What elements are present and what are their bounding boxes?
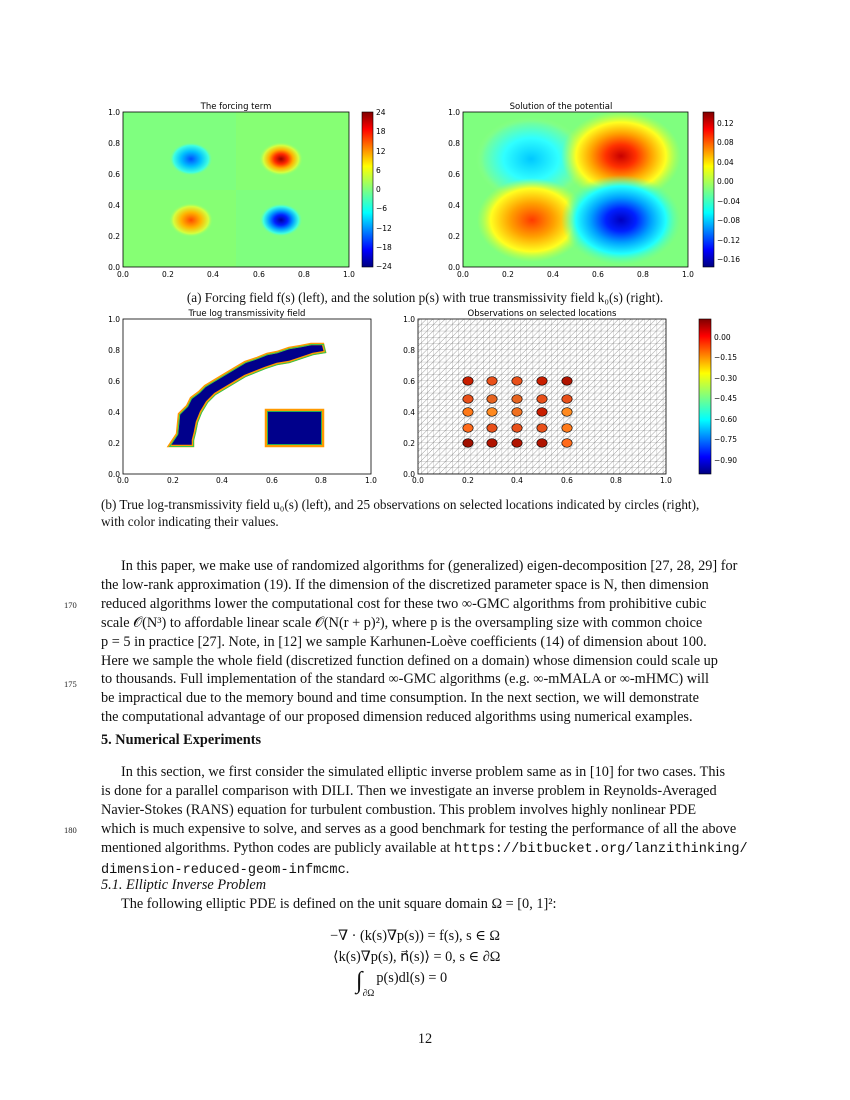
svg-text:0.2: 0.2 <box>108 232 120 241</box>
svg-text:0.4: 0.4 <box>108 201 120 210</box>
svg-text:−0.08: −0.08 <box>717 216 740 225</box>
svg-text:0.0: 0.0 <box>412 476 424 485</box>
figure-b-caption <box>101 496 761 530</box>
svg-text:0.6: 0.6 <box>253 270 265 279</box>
observation-circle <box>537 408 547 417</box>
text-line: In this paper, we make use of randomized algorithms for (generalized) eigen-decomposition [27, 28, 29] for <box>121 558 738 574</box>
figure-a-left-plot <box>95 98 430 283</box>
svg-text:0.8: 0.8 <box>448 139 460 148</box>
equation-boundary: ⟨k(s)∇p(s), n⃗(s)⟩ = 0, s ∈ ∂Ω <box>333 949 501 965</box>
svg-text:0.8: 0.8 <box>637 270 649 279</box>
plot-title: Solution of the potential <box>509 102 613 112</box>
svg-text:1.0: 1.0 <box>108 108 120 117</box>
observation-circle <box>512 408 522 417</box>
svg-text:−0.15: −0.15 <box>714 353 737 362</box>
integral-body: p(s)dl(s) = 0 <box>376 970 448 986</box>
svg-text:0.4: 0.4 <box>448 201 460 210</box>
svg-text:0.0: 0.0 <box>108 263 120 272</box>
equation-pde: −∇ · (k(s)∇p(s)) = f(s), s ∈ Ω <box>330 928 501 944</box>
observation-circle <box>562 395 572 404</box>
colorbar-ticks <box>714 333 737 465</box>
figure-b-left-plot <box>95 306 385 488</box>
svg-text:0.08: 0.08 <box>717 138 734 147</box>
svg-text:1.0: 1.0 <box>365 476 377 485</box>
svg-text:0.2: 0.2 <box>502 270 514 279</box>
equation-integral <box>356 968 447 999</box>
svg-text:0.8: 0.8 <box>108 139 120 148</box>
svg-text:0.2: 0.2 <box>108 439 120 448</box>
x-axis-ticks <box>457 270 694 279</box>
svg-text:0.6: 0.6 <box>108 170 120 179</box>
line-number: 180 <box>64 825 77 835</box>
y-axis-ticks <box>403 315 415 479</box>
svg-text:0.0: 0.0 <box>108 470 120 479</box>
blob-positive <box>169 203 213 237</box>
svg-text:0.6: 0.6 <box>266 476 278 485</box>
line-number: 175 <box>64 679 77 689</box>
observation-circle <box>537 395 547 404</box>
colorbar <box>703 112 714 267</box>
svg-text:0.4: 0.4 <box>207 270 219 279</box>
x-axis-ticks <box>117 270 355 279</box>
svg-text:1.0: 1.0 <box>108 315 120 324</box>
svg-text:0.04: 0.04 <box>717 158 734 167</box>
svg-text:1.0: 1.0 <box>403 315 415 324</box>
svg-text:0.00: 0.00 <box>714 333 731 342</box>
observation-circle <box>562 377 572 386</box>
svg-text:0: 0 <box>376 185 381 194</box>
svg-text:0.2: 0.2 <box>403 439 415 448</box>
text-line: to thousands. Full implementation of the standard ∞-GMC algorithms (e.g. ∞-mMALA or ∞-mHMC) will <box>101 671 709 688</box>
svg-text:0.2: 0.2 <box>162 270 174 279</box>
plot-title: The forcing term <box>200 102 272 112</box>
svg-text:0.0: 0.0 <box>117 476 129 485</box>
svg-text:0.4: 0.4 <box>108 408 120 417</box>
svg-text:1.0: 1.0 <box>682 270 694 279</box>
svg-text:0.8: 0.8 <box>403 346 415 355</box>
figure-b-right-plot <box>390 306 737 488</box>
svg-text:0.6: 0.6 <box>561 476 573 485</box>
y-axis-ticks <box>108 315 120 479</box>
potential-negative <box>561 175 681 265</box>
caption-line: with color indicating their values. <box>101 514 279 529</box>
svg-text:0.0: 0.0 <box>457 270 469 279</box>
observation-circle <box>463 439 473 448</box>
svg-text:0.6: 0.6 <box>108 377 120 386</box>
svg-text:−0.30: −0.30 <box>714 374 737 383</box>
integral-domain: ∂Ω <box>362 989 375 999</box>
svg-text:0.2: 0.2 <box>462 476 474 485</box>
svg-text:0.00: 0.00 <box>717 177 734 186</box>
svg-text:0.0: 0.0 <box>117 270 129 279</box>
svg-text:−0.75: −0.75 <box>714 435 737 444</box>
section-heading: 5. Numerical Experiments <box>101 732 262 748</box>
observation-circle <box>512 395 522 404</box>
svg-text:0.6: 0.6 <box>448 170 460 179</box>
integral-sign: ∫ <box>356 968 363 994</box>
paragraph-numerical-experiments: In this section, we first consider the simulated elliptic inverse problem same as in [10] for two cases. This is done for a parallel comparison with DILI. Then we investigate an inverse problem in Reynolds-Averaged Navier-Stokes (RANS) equation for turbulent combustion. This problem involves highly nonlinear PDE which is much expensive to solve, and serves as a good benchmark for testing the performance of all the above mentioned algorithms. Python codes are publicly available at https://bitbucket.org/lanzithinking/ dimension-reduced-geom-infmcmc. <box>101 763 751 880</box>
svg-text:0.4: 0.4 <box>547 270 559 279</box>
text-line: be impractical due to the memory bound and time consumption. In the next section, we will demonstrate <box>101 690 699 707</box>
observation-circle <box>512 377 522 386</box>
observation-circle <box>562 408 572 417</box>
y-axis-ticks <box>108 108 120 272</box>
svg-text:−0.45: −0.45 <box>714 394 737 403</box>
svg-text:−24: −24 <box>376 262 392 271</box>
observation-circle <box>463 408 473 417</box>
svg-text:−6: −6 <box>376 204 388 213</box>
svg-text:−0.90: −0.90 <box>714 456 737 465</box>
svg-text:0.4: 0.4 <box>403 408 415 417</box>
observation-circle <box>487 408 497 417</box>
svg-text:0.0: 0.0 <box>448 263 460 272</box>
observation-circle <box>463 395 473 404</box>
observation-circle <box>537 424 547 433</box>
svg-text:0.2: 0.2 <box>167 476 179 485</box>
svg-text:12: 12 <box>376 147 386 156</box>
text-line: In this section, we first consider the simulated elliptic inverse problem same as in [10] for two cases. This <box>121 764 726 780</box>
figure-a-caption: (a) Forcing field f(s) (left), and the solution p(s) with true transmissivity field k₀(s) (right). <box>186 290 664 305</box>
svg-text:24: 24 <box>376 108 386 117</box>
svg-text:−18: −18 <box>376 243 392 252</box>
observation-circle <box>487 439 497 448</box>
svg-text:0.8: 0.8 <box>315 476 327 485</box>
svg-text:0.4: 0.4 <box>216 476 228 485</box>
colorbar-ticks <box>717 119 740 264</box>
field-area <box>123 319 371 474</box>
text-line: Navier-Stokes (RANS) equation for turbulent combustion. This problem involves highly nonlinear PDE <box>101 801 697 818</box>
observation-circle <box>463 424 473 433</box>
observation-circle <box>487 395 497 404</box>
svg-text:0.12: 0.12 <box>717 119 734 128</box>
plot-title: Observations on selected locations <box>467 309 617 319</box>
text-line: the low-rank approximation (19). If the dimension of the discretized parameter space is N, then dimension <box>101 576 709 593</box>
text-line: which is much expensive to solve, and serves as a good benchmark for testing the performance of all the above <box>101 820 737 837</box>
caption-line: (b) True log-transmissivity field u₀(s) (left), and 25 observations on selected locations indicated by circles (right), <box>101 497 700 512</box>
svg-text:−0.12: −0.12 <box>717 236 740 245</box>
plot-title: True log transmissivity field <box>188 309 306 319</box>
text-line: scale 𝒪(N³) to affordable linear scale 𝒪(N(r + p)²), where p is the oversampling size with common choice <box>101 614 703 631</box>
x-axis-ticks <box>412 476 672 485</box>
svg-text:0.0: 0.0 <box>403 470 415 479</box>
observation-circle <box>537 439 547 448</box>
paragraph-randomized-algorithms <box>101 557 751 727</box>
svg-text:0.6: 0.6 <box>403 377 415 386</box>
svg-text:0.8: 0.8 <box>610 476 622 485</box>
colorbar-ticks <box>376 108 392 271</box>
code-url[interactable]: https://bitbucket.org/lanzithinking/ <box>453 841 748 857</box>
observation-circle <box>512 424 522 433</box>
code-url-continued[interactable]: dimension-reduced-geom-infmcmc <box>101 862 346 878</box>
subsection-intro: The following elliptic PDE is defined on the unit square domain Ω = [0, 1]²: <box>121 896 557 912</box>
svg-text:18: 18 <box>376 127 386 136</box>
svg-text:−0.16: −0.16 <box>717 255 740 264</box>
text-line: Here we sample the whole field (discretized function defined on a domain) whose dimension could scale up <box>101 652 718 669</box>
colorbar <box>362 112 373 267</box>
text-line: is done for a parallel comparison with DILI. Then we investigate an inverse problem in Reynolds-Averaged <box>101 782 717 799</box>
rectangular-region <box>266 410 323 446</box>
svg-text:6: 6 <box>376 166 381 175</box>
observation-circle <box>562 424 572 433</box>
observation-circle <box>487 424 497 433</box>
blob-negative <box>259 203 303 237</box>
svg-text:−12: −12 <box>376 224 392 233</box>
svg-text:−0.04: −0.04 <box>717 197 740 206</box>
line-number: 170 <box>64 600 77 610</box>
observation-circle <box>562 439 572 448</box>
svg-text:0.2: 0.2 <box>448 232 460 241</box>
observation-circle <box>512 439 522 448</box>
figure-a-right-plot <box>435 98 780 283</box>
subsection-heading: 5.1. Elliptic Inverse Problem <box>101 877 267 893</box>
text-line: reduced algorithms lower the computational cost for these two ∞-GMC algorithms from prohibitive cubic <box>101 595 707 612</box>
svg-text:0.8: 0.8 <box>298 270 310 279</box>
svg-text:0.6: 0.6 <box>592 270 604 279</box>
svg-text:1.0: 1.0 <box>448 108 460 117</box>
svg-text:−0.60: −0.60 <box>714 415 737 424</box>
svg-text:0.8: 0.8 <box>108 346 120 355</box>
svg-text:1.0: 1.0 <box>660 476 672 485</box>
page-number: 12 <box>417 1031 433 1047</box>
colorbar <box>699 319 711 474</box>
svg-text:1.0: 1.0 <box>343 270 355 279</box>
observation-circle <box>487 377 497 386</box>
x-axis-ticks <box>117 476 377 485</box>
observation-circle <box>463 377 473 386</box>
blob-positive <box>259 142 303 176</box>
text-line: mentioned algorithms. Python codes are publicly available at <box>101 839 451 856</box>
y-axis-ticks <box>448 108 460 272</box>
text-line: p = 5 in practice [27]. Note, in [12] we sample Karhunen-Loève coefficients (14) of dimension about 100. <box>101 633 707 650</box>
svg-text:0.4: 0.4 <box>511 476 523 485</box>
text-line: the computational advantage of our proposed dimension reduced algorithms using numerical examples. <box>101 709 693 726</box>
observation-circle <box>537 377 547 386</box>
blob-negative <box>169 142 213 176</box>
